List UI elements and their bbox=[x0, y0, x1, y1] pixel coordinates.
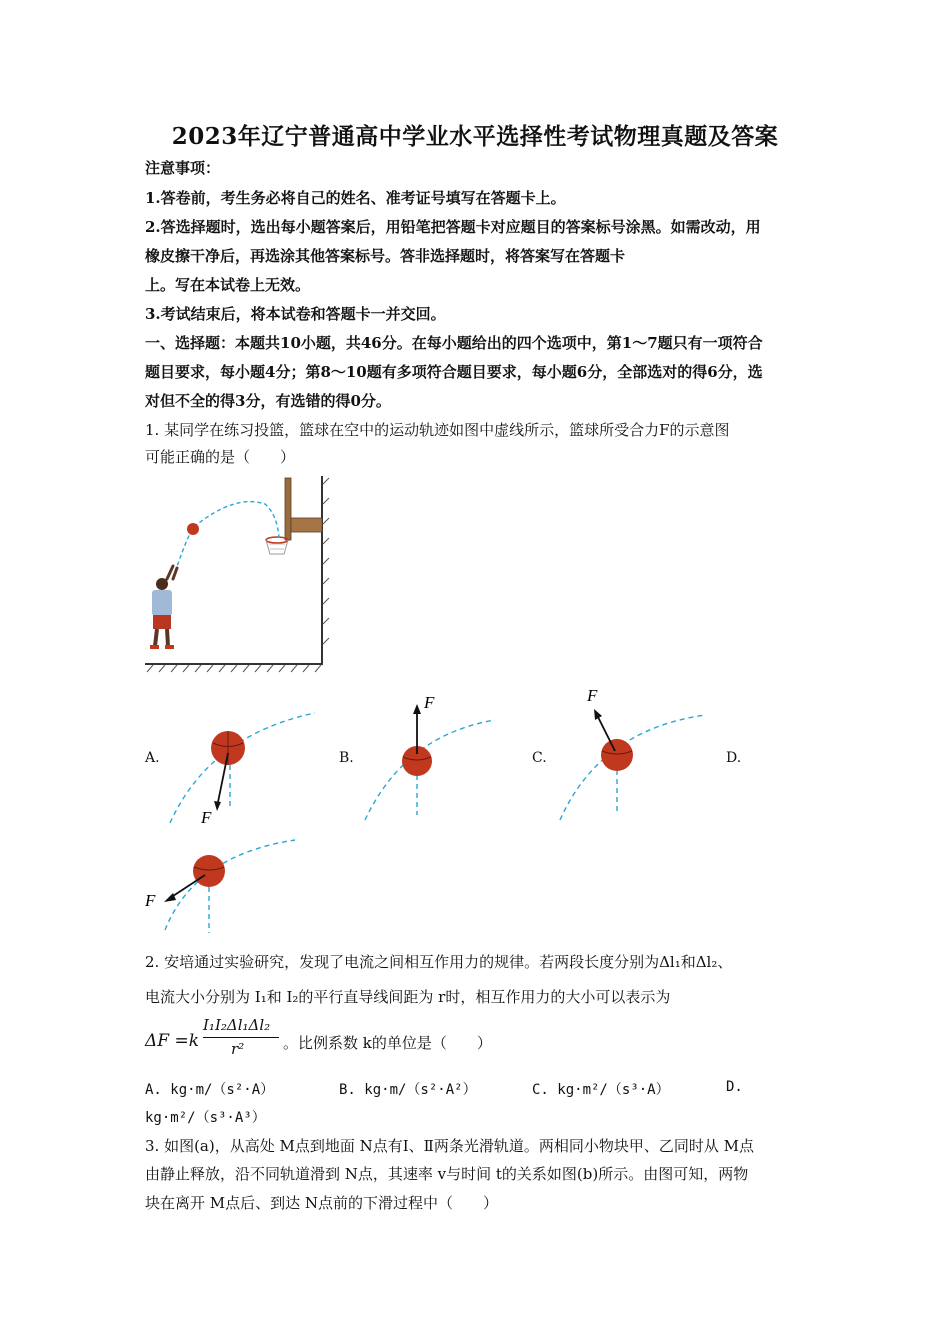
question-2-text: 2. 安培通过实验研究，发现了电流之间相互作用力的规律。若两段长度分别为Δl₁和Δl₂、 bbox=[145, 953, 733, 971]
q2-option-b: B. kg·m/（s²·A²） bbox=[339, 1082, 477, 1098]
q2-option-d-value: kg·m²/（s³·A³） bbox=[145, 1110, 266, 1126]
fraction-bar bbox=[203, 1037, 279, 1038]
notice-item: 橡皮擦干净后，再选涂其他答案标号。答非选择题时，将答案写在答题卡 bbox=[145, 247, 626, 265]
question-3-text: 块在离开 M点后、到达 N点前的下滑过程中（ ） bbox=[145, 1194, 499, 1212]
section-heading: 一、选择题：本题共10小题，共46分。在每小题给出的四个选项中，第1～7题只有一项符合 bbox=[145, 334, 763, 352]
notice-heading: 注意事项： bbox=[145, 159, 221, 177]
option-c-figure bbox=[555, 685, 715, 825]
option-c-label: C. bbox=[532, 750, 547, 766]
basketball-icon bbox=[187, 523, 199, 535]
option-a-figure bbox=[165, 705, 325, 830]
option-d-figure bbox=[145, 835, 305, 935]
section-heading: 对但不全的得3分，有选错的得0分。 bbox=[145, 392, 391, 410]
formula-denominator: r² bbox=[231, 1040, 245, 1058]
force-label: F bbox=[424, 693, 435, 712]
notice-item: 3.考试结束后，将本试卷和答题卡一并交回。 bbox=[145, 305, 446, 323]
q2-option-a: A. kg·m/（s²·A） bbox=[145, 1082, 275, 1098]
force-label: F bbox=[201, 808, 212, 827]
formula-numerator: I₁I₂Δl₁Δl₂ bbox=[203, 1016, 271, 1034]
option-a-label: A. bbox=[145, 750, 160, 766]
option-b-figure bbox=[360, 690, 520, 825]
q2-option-d: D. bbox=[726, 1079, 743, 1095]
force-label: F bbox=[587, 686, 598, 705]
page-title: 2023年辽宁普通高中学业水平选择性考试物理真题及答案 bbox=[171, 123, 779, 150]
formula-tail: 。比例系数 k的单位是（ ） bbox=[283, 1034, 492, 1052]
formula-lhs: ΔF =k bbox=[145, 1031, 200, 1051]
option-b-label: B. bbox=[339, 750, 354, 766]
player-icon bbox=[150, 566, 177, 649]
notice-item: 1.答卷前，考生务必将自己的姓名、准考证号填写在答题卡上。 bbox=[145, 189, 566, 207]
section-heading: 题目要求，每小题4分；第8～10题有多项符合题目要求，每小题6分，全部选对的得6分，选 bbox=[145, 363, 763, 381]
question-3-text: 3. 如图(a)，从高处 M点到地面 N点有Ⅰ、Ⅱ两条光滑轨道。两相同小物块甲、乙同时从 M点 bbox=[145, 1137, 754, 1155]
basketball-scene-figure bbox=[145, 474, 330, 679]
notice-item: 2.答选择题时，选出每小题答案后，用铅笔把答题卡对应题目的答案标号涂黑。如需改动，用 bbox=[145, 218, 761, 236]
question-2-text: 电流大小分别为 I₁和 I₂的平行直导线间距为 r时，相互作用力的大小可以表示为 bbox=[145, 988, 671, 1006]
q2-option-c: C. kg·m²/（s³·A） bbox=[532, 1082, 670, 1098]
question-1-text: 1. 某同学在练习投篮，篮球在空中的运动轨迹如图中虚线所示，篮球所受合力F的示意图 bbox=[145, 421, 730, 439]
question-1-text: 可能正确的是（ ） bbox=[145, 448, 296, 466]
notice-item: 上。写在本试卷上无效。 bbox=[145, 276, 311, 294]
question-3-text: 由静止释放，沿不同轨道滑到 N点，其速率 v与时间 t的关系如图(b)所示。由图可知，两物 bbox=[145, 1165, 749, 1183]
force-label: F bbox=[145, 891, 156, 910]
option-d-label: D. bbox=[726, 750, 742, 766]
